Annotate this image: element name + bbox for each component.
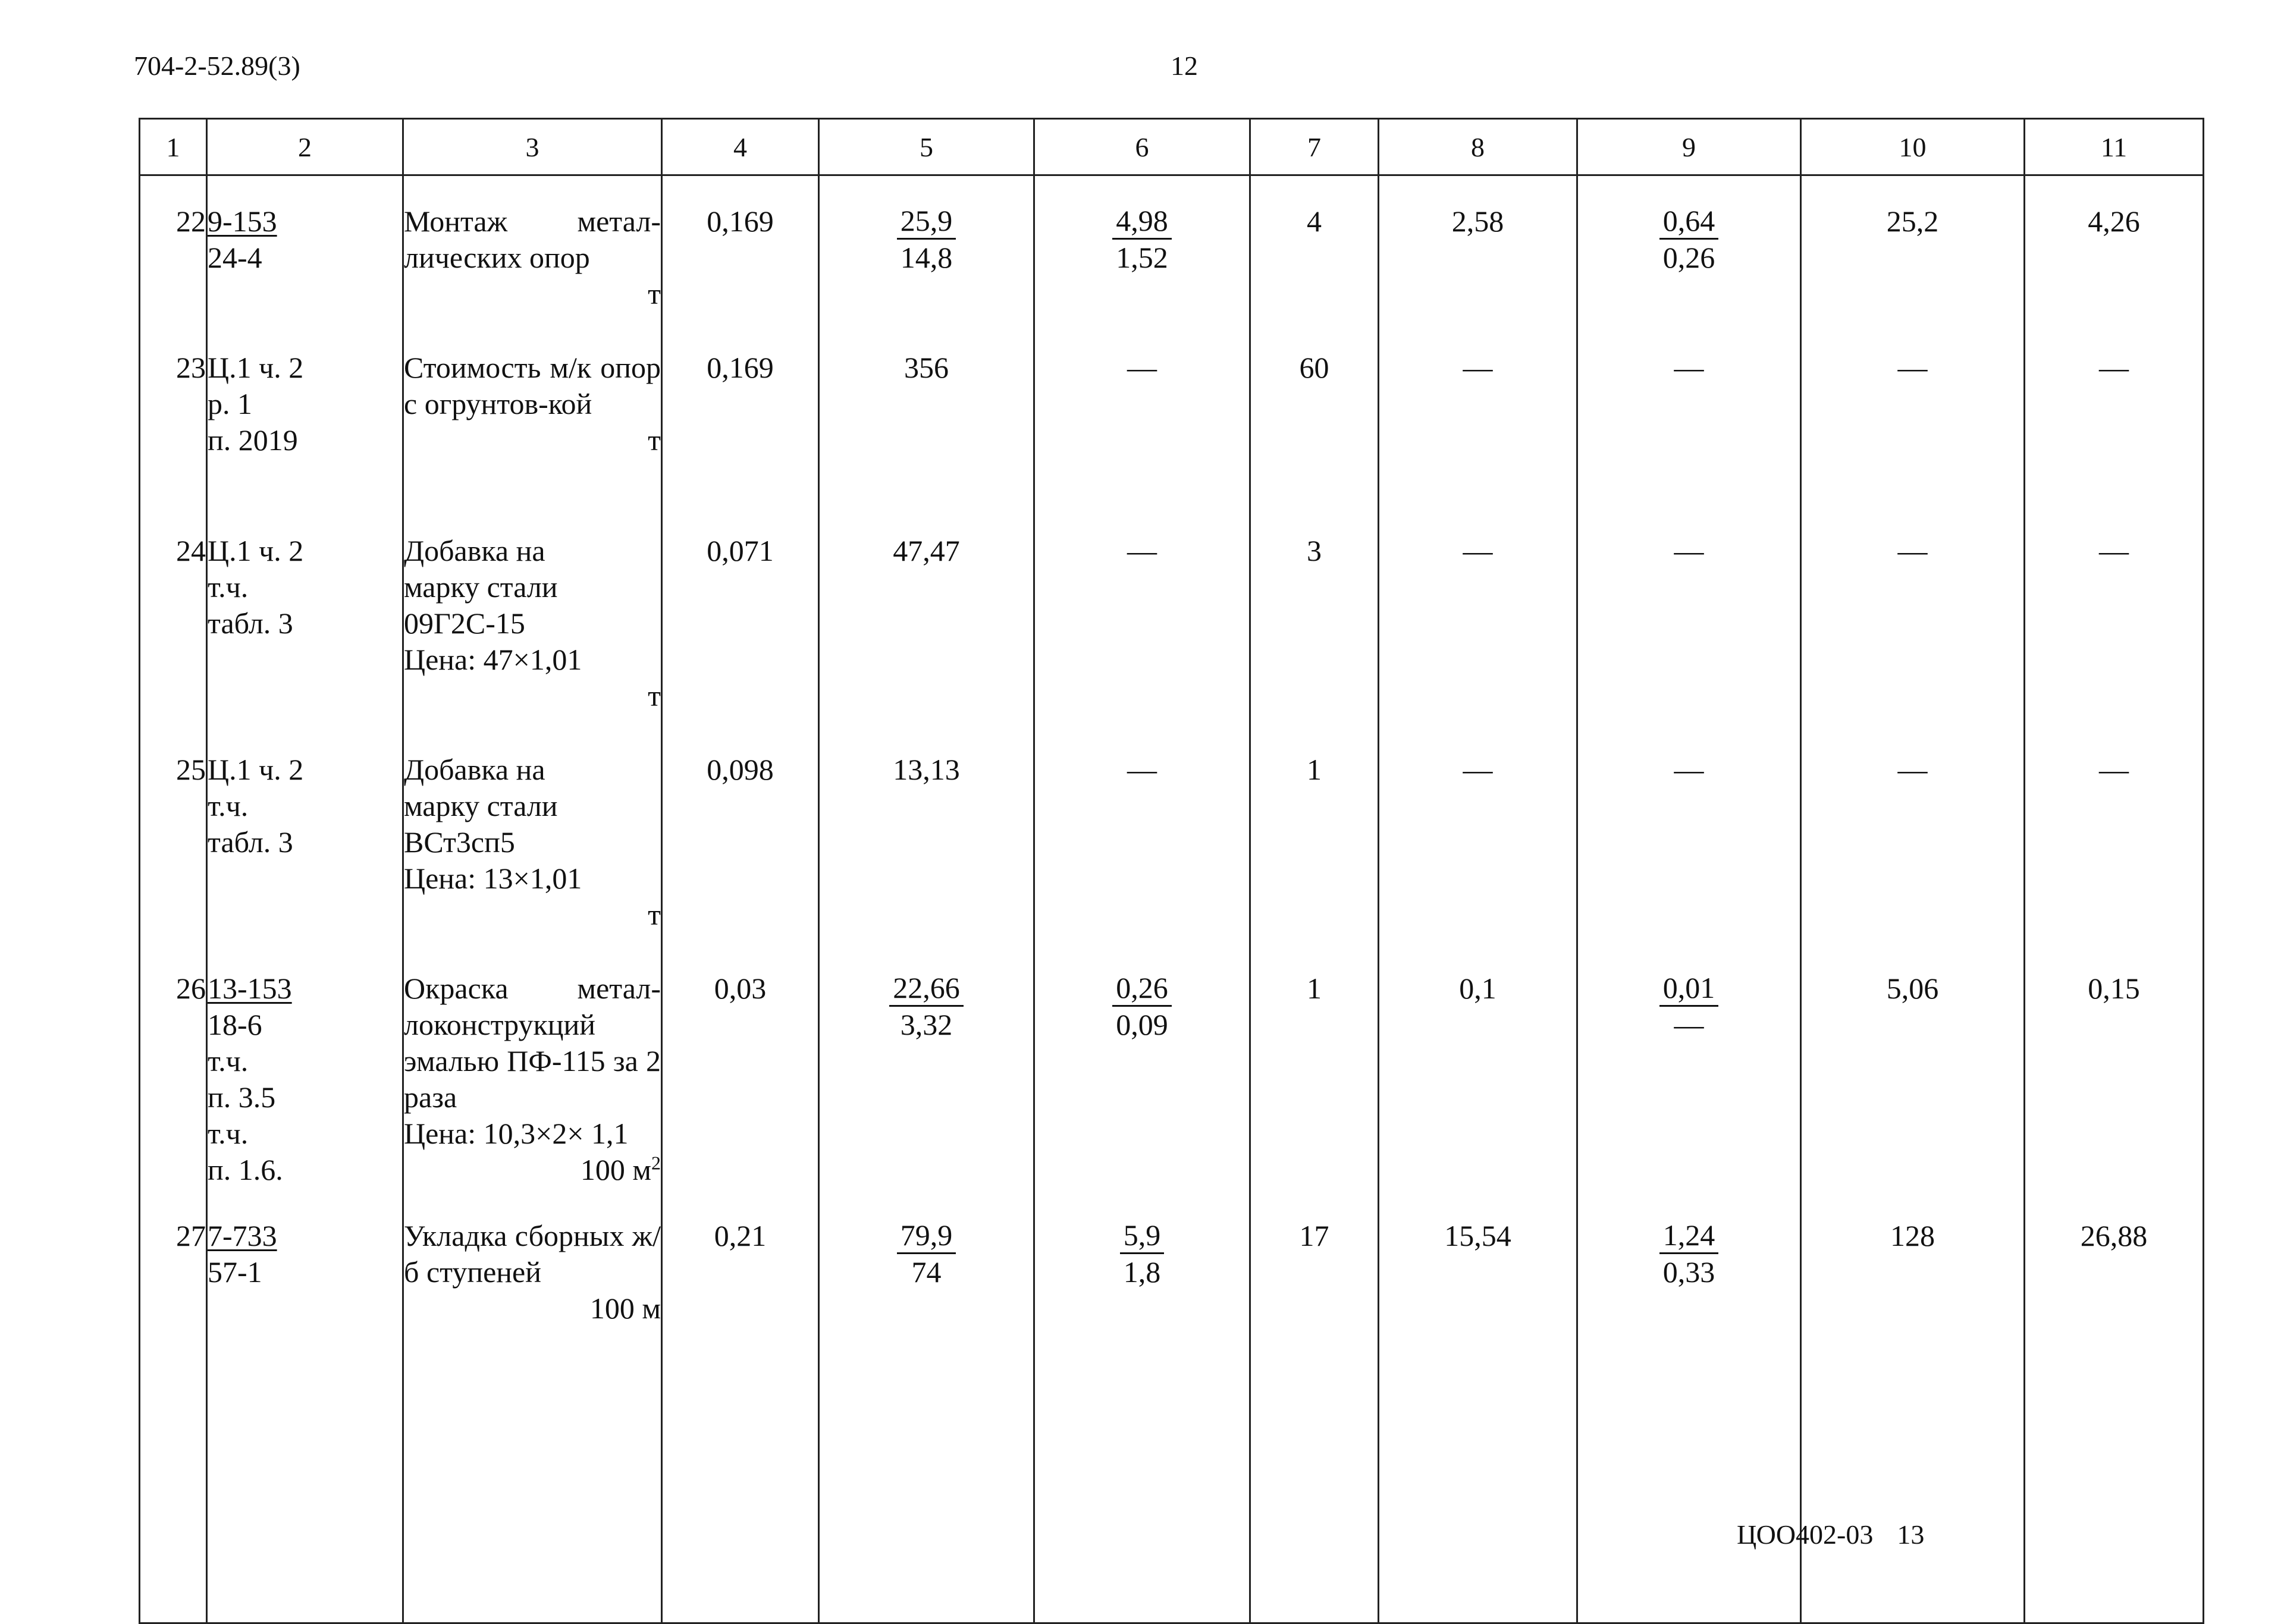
quantity-cell: 0,169 (662, 322, 819, 505)
value-cell: — (1577, 322, 1801, 505)
sheet-number: 13 (1897, 1519, 1925, 1550)
value-cell: 1 (1250, 943, 1379, 1190)
unit-label: 100 $м^2$ (580, 1152, 661, 1186)
value-cell: — (1379, 322, 1577, 505)
norm-code: Ц.1 ч. 2 т.ч. табл. 3 (207, 505, 403, 724)
value-cell: 25,2 (1801, 175, 2025, 323)
column-header-row (140, 119, 2204, 175)
value-cell: 60 (1250, 322, 1379, 505)
value-cell: — (1034, 505, 1250, 724)
row-number: 27 (140, 1190, 207, 1623)
fraction-cell: $\frac{79,9}{74}$ (819, 1190, 1034, 1623)
value-cell: 128 (1801, 1190, 2025, 1623)
value-cell: — (1379, 724, 1577, 943)
column-header: 4 (662, 119, 819, 175)
fraction-cell: $\frac{0,26}{0,09}$ (1034, 943, 1250, 1190)
table-row (140, 724, 2204, 943)
value-cell: 47,47 (819, 505, 1034, 724)
page-number: 12 (1171, 51, 1198, 81)
value-cell: — (2025, 322, 2204, 505)
table-row (140, 322, 2204, 505)
value-cell: 1 (1250, 724, 1379, 943)
unit-label: т (648, 679, 661, 712)
value-cell: — (2025, 505, 2204, 724)
norm-code: 13-153 18-6 т.ч. п. 3.5 т.ч. п. 1.6. (207, 943, 403, 1190)
work-description: Окраска метал-локонструкций эмалью ПФ-115 за 2 раза Цена: 10,3×2× 1,1 100 $м^2$ (403, 943, 662, 1190)
column-header: 1 (140, 119, 207, 175)
column-header: 11 (2025, 119, 2204, 175)
value-cell: — (1801, 724, 2025, 943)
value-cell: — (2025, 724, 2204, 943)
fraction-cell: $\frac{22,66}{3,32}$ (819, 943, 1034, 1190)
value-cell: — (1801, 505, 2025, 724)
norm-code: Ц.1 ч. 2 р. 1 п. 2019 (207, 322, 403, 505)
value-cell: 17 (1250, 1190, 1379, 1623)
work-description: Добавка на марку стали 09Г2С-15 Цена: 47×1,01 т (403, 505, 662, 724)
unit-label: т (648, 423, 661, 457)
norm-code: 7-733 57-1 (207, 1190, 403, 1623)
value-cell: — (1577, 724, 1801, 943)
value-cell: 13,13 (819, 724, 1034, 943)
quantity-cell: 0,21 (662, 1190, 819, 1623)
value-cell: — (1801, 322, 2025, 505)
value-cell: — (1034, 322, 1250, 505)
table-row (140, 943, 2204, 1190)
norm-code: 9-153 24-4 (207, 175, 403, 323)
quantity-cell: 0,071 (662, 505, 819, 724)
column-header: 2 (207, 119, 403, 175)
fraction-cell: $\frac{5,9}{1,8}$ (1034, 1190, 1250, 1623)
row-number: 22 (140, 175, 207, 323)
unit-label: 100 м (589, 1292, 661, 1325)
estimate-table (139, 118, 2204, 1624)
sheet-stamp (1737, 1521, 1924, 1548)
value-cell: 2,58 (1379, 175, 1577, 323)
row-number: 25 (140, 724, 207, 943)
value-cell: 4,26 (2025, 175, 2204, 323)
fraction-cell: $\frac{0,01}{—}$ (1577, 943, 1801, 1190)
table-row (140, 175, 2204, 323)
column-header: 7 (1250, 119, 1379, 175)
column-header: 5 (819, 119, 1034, 175)
value-cell: — (1577, 505, 1801, 724)
value-cell: — (1034, 724, 1250, 943)
fraction-cell: $\frac{25,9}{14,8}$ (819, 175, 1034, 323)
value-cell: 0,1 (1379, 943, 1577, 1190)
row-number: 26 (140, 943, 207, 1190)
value-cell: 5,06 (1801, 943, 2025, 1190)
column-header: 8 (1379, 119, 1577, 175)
unit-label: т (648, 898, 661, 931)
norm-code: Ц.1 ч. 2 т.ч. табл. 3 (207, 724, 403, 943)
value-cell: 356 (819, 322, 1034, 505)
value-cell: 15,54 (1379, 1190, 1577, 1623)
quantity-cell: 0,03 (662, 943, 819, 1190)
quantity-cell: 0,098 (662, 724, 819, 943)
document-code: 704-2-52.89(3) (134, 51, 300, 81)
fraction-cell: $\frac{4,98}{1,52}$ (1034, 175, 1250, 323)
work-description: Стоимость м/к опор с огрунтов-кой т (403, 322, 662, 505)
value-cell: — (1379, 505, 1577, 724)
table-row (140, 1190, 2204, 1623)
fraction-cell: $\frac{1,24}{0,33}$ (1577, 1190, 1801, 1623)
table-row (140, 505, 2204, 724)
quantity-cell: 0,169 (662, 175, 819, 323)
fraction-cell: $\frac{0,64}{0,26}$ (1577, 175, 1801, 323)
sheet-code: ЦОО402-03 (1737, 1519, 1874, 1550)
row-number: 23 (140, 322, 207, 505)
column-header: 3 (403, 119, 662, 175)
work-description: Монтаж метал-лических опор т (403, 175, 662, 323)
column-header: 6 (1034, 119, 1250, 175)
unit-label: т (648, 277, 661, 310)
value-cell: 3 (1250, 505, 1379, 724)
value-cell: 0,15 (2025, 943, 2204, 1190)
value-cell: 26,88 (2025, 1190, 2204, 1623)
value-cell: 4 (1250, 175, 1379, 323)
column-header: 10 (1801, 119, 2025, 175)
column-header: 9 (1577, 119, 1801, 175)
work-description: Добавка на марку стали ВСт3сп5 Цена: 13×1,01 т (403, 724, 662, 943)
work-description: Укладка сборных ж/б ступеней 100 м (403, 1190, 662, 1623)
row-number: 24 (140, 505, 207, 724)
